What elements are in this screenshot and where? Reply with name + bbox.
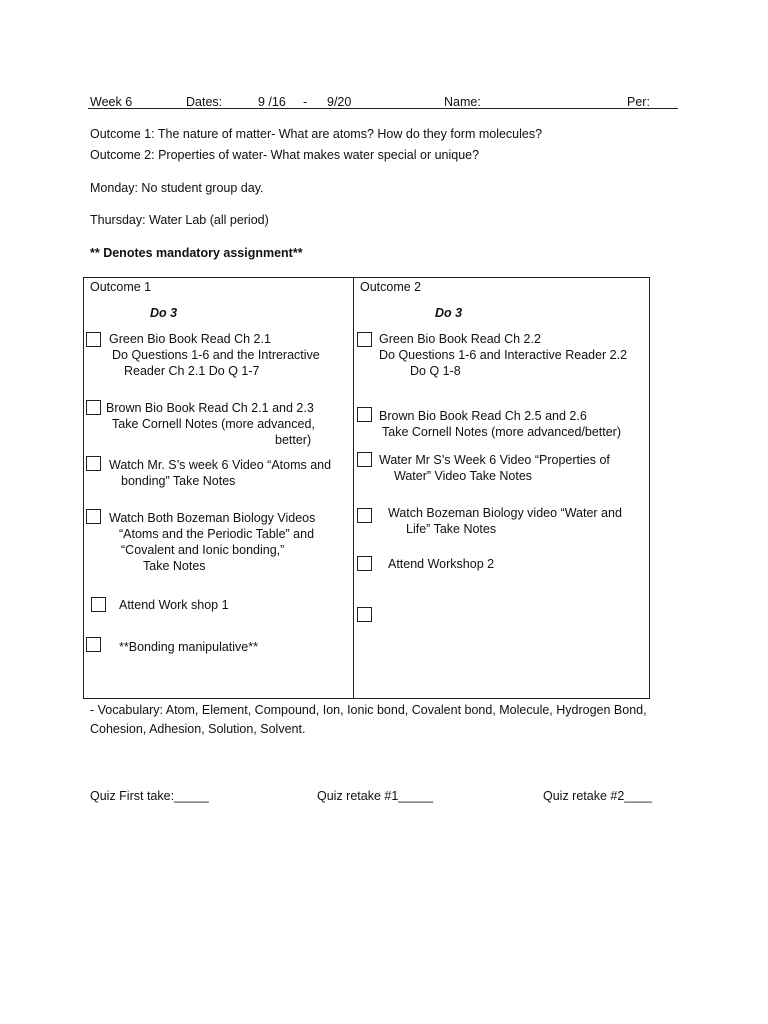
checkbox-bozeman-water[interactable] xyxy=(357,508,372,523)
name-label: Name: xyxy=(444,95,481,109)
task-mr-s-water-video: Water Mr S’s Week 6 Video “Properties of Water” Video Take Notes xyxy=(379,453,610,483)
per-label: Per: xyxy=(627,95,650,109)
vocabulary-line-1: - Vocabulary: Atom, Element, Compound, Ion, Ionic bond, Covalent bond, Molecule, Hydrogen Bond, xyxy=(90,703,647,717)
vocabulary-line-2: Cohesion, Adhesion, Solution, Solvent. xyxy=(90,722,306,736)
date-start: 9 /16 xyxy=(258,95,286,109)
date-end: 9/20 xyxy=(327,95,352,109)
checkbox-brown-bio-2-5[interactable] xyxy=(357,407,372,422)
thursday-note: Thursday: Water Lab (all period) xyxy=(90,213,269,227)
checkbox-bozeman-videos[interactable] xyxy=(86,509,101,524)
checkbox-green-bio-2-1[interactable] xyxy=(86,332,101,347)
checkbox-bonding-manipulative[interactable] xyxy=(86,637,101,652)
monday-note: Monday: No student group day. xyxy=(90,181,264,195)
checkbox-mr-s-video[interactable] xyxy=(86,456,101,471)
outcome-2-do-label: Do 3 xyxy=(435,306,463,320)
task-bonding-manipulative: **Bonding manipulative** xyxy=(119,640,258,654)
checkbox-green-bio-2-2[interactable] xyxy=(357,332,372,347)
checkbox-empty[interactable] xyxy=(357,607,372,622)
task-bozeman-videos: Watch Both Bozeman Biology Videos “Atoms and the Periodic Table” and “Covalent and Ionic bonding,” Take Notes xyxy=(109,511,316,573)
outcome-2-text: Outcome 2: Properties of water- What makes water special or unique? xyxy=(90,148,480,162)
outcome-1-do-label: Do 3 xyxy=(150,306,178,320)
outcome-1-column-title: Outcome 1 xyxy=(90,280,152,294)
checkbox-workshop-2[interactable] xyxy=(357,556,372,571)
task-brown-bio-2-5: Brown Bio Book Read Ch 2.5 and 2.6 Take Cornell Notes (more advanced/better) xyxy=(379,409,622,439)
task-bozeman-water: Watch Bozeman Biology video “Water and Life” Take Notes xyxy=(388,506,622,536)
checkbox-mr-s-water-video[interactable] xyxy=(357,452,372,467)
quiz-retake-1[interactable]: Quiz retake #1_____ xyxy=(317,789,434,803)
mandatory-note: ** Denotes mandatory assignment** xyxy=(90,246,303,260)
task-green-bio-2-1: Green Bio Book Read Ch 2.1 Do Questions 1-6 and the Intreractive Reader Ch 2.1 Do Q 1-7 xyxy=(109,332,320,378)
header-underline xyxy=(88,108,678,109)
task-green-bio-2-2: Green Bio Book Read Ch 2.2 Do Questions 1-6 and Interactive Reader 2.2 Do Q 1-8 xyxy=(379,332,628,378)
task-mr-s-video: Watch Mr. S’s week 6 Video “Atoms and bonding” Take Notes xyxy=(109,458,332,488)
task-workshop-2: Attend Workshop 2 xyxy=(388,557,495,571)
date-dash: - xyxy=(303,95,308,109)
outcome-2-column-title: Outcome 2 xyxy=(360,280,422,294)
week-label: Week 6 xyxy=(90,95,133,109)
column-divider xyxy=(353,277,354,699)
task-workshop-1: Attend Work shop 1 xyxy=(119,598,229,612)
checkbox-brown-bio-2-1[interactable] xyxy=(86,400,101,415)
dates-label: Dates: xyxy=(186,95,223,109)
checkbox-workshop-1[interactable] xyxy=(91,597,106,612)
quiz-first-take[interactable]: Quiz First take:_____ xyxy=(90,789,209,803)
quiz-retake-2[interactable]: Quiz retake #2____ xyxy=(543,789,653,803)
outcome-1-text: Outcome 1: The nature of matter- What are atoms? How do they form molecules? xyxy=(90,127,543,141)
task-brown-bio-2-1: Brown Bio Book Read Ch 2.1 and 2.3 Take Cornell Notes (more advanced, better) xyxy=(106,401,315,447)
